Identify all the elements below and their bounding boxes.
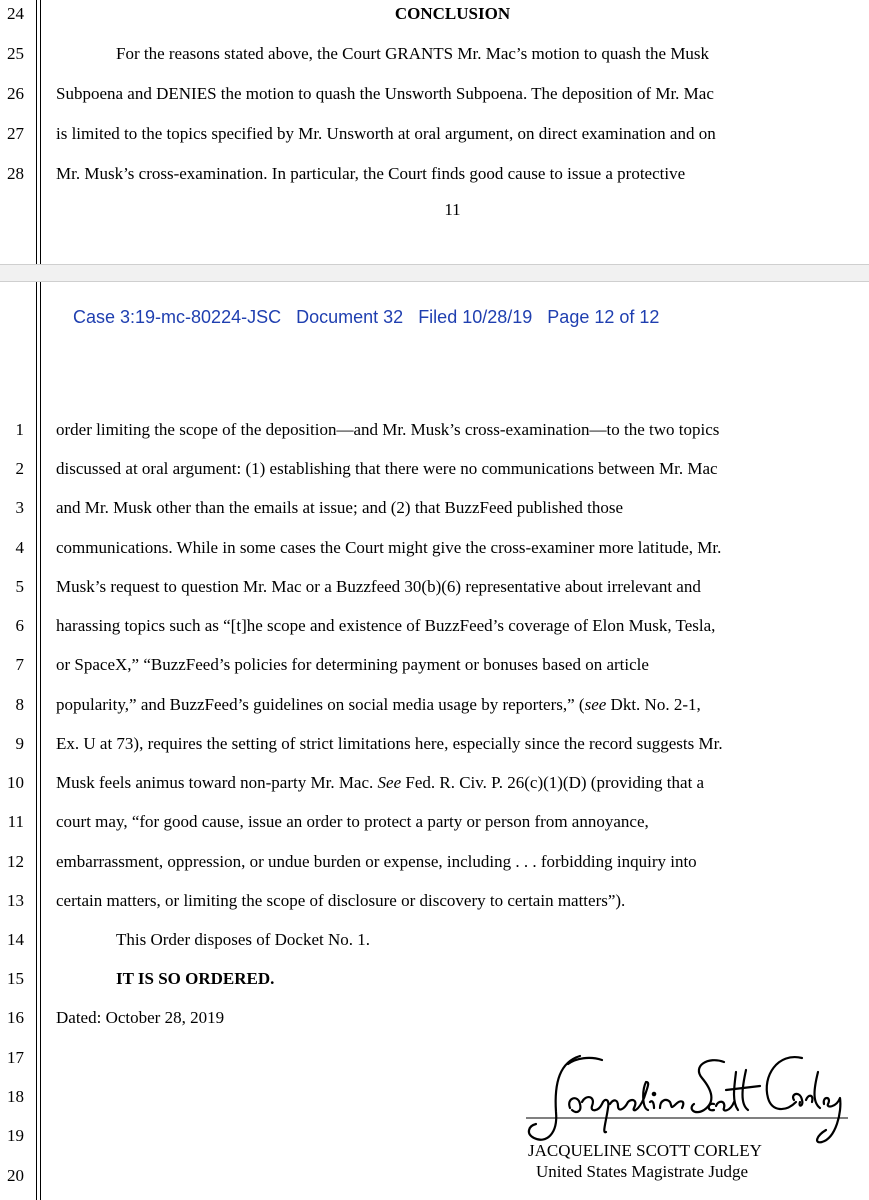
text-line: Musk’s request to question Mr. Mac or a Buzzfeed 30(b)(6) representative about irrelevant and	[56, 577, 701, 596]
line-number: 25	[7, 44, 24, 63]
disposition-line: This Order disposes of Docket No. 1.	[116, 930, 371, 949]
text-line: Mr. Musk’s cross-examination. In particular, the Court finds good cause to issue a protective	[56, 164, 686, 183]
case-number: Case 3:19-mc-80224-JSC	[73, 307, 282, 327]
page-number: 11	[444, 200, 461, 219]
text-line: popularity,” and BuzzFeed’s guidelines on social media usage by reporters,” (see Dkt. No. 2-1,	[56, 695, 701, 714]
text-line: Subpoena and DENIES the motion to quash the Unsworth Subpoena. The deposition of Mr. Mac	[56, 84, 714, 103]
line-number: 28	[7, 164, 24, 183]
document-number: Document 32	[296, 307, 404, 327]
line-number: 26	[7, 84, 24, 103]
citation-signal: see	[584, 695, 607, 714]
line-number: 9	[15, 734, 24, 753]
text-line: Ex. U at 73), requires the setting of strict limitations here, especially since the record suggests Mr.	[56, 734, 723, 753]
filed-date: Filed 10/28/19	[418, 307, 533, 327]
text-line: For the reasons stated above, the Court GRANTS Mr. Mac’s motion to quash the Musk	[116, 44, 710, 63]
line-number: 2	[15, 459, 24, 478]
text-line: is limited to the topics specified by Mr. Unsworth at oral argument, on direct examination and on	[56, 124, 716, 143]
text-line: harassing topics such as “[t]he scope and existence of BuzzFeed’s coverage of Elon Musk, Tesla,	[56, 616, 716, 635]
text-line: or SpaceX,” “BuzzFeed’s policies for determining payment or bonuses based on article	[56, 655, 649, 674]
line-number: 10	[7, 773, 24, 792]
line-number: 15	[7, 969, 24, 988]
line-number: 24	[7, 4, 24, 23]
left-margin-rule-inner	[40, 282, 41, 1200]
line-number: 20	[7, 1166, 24, 1185]
left-margin-rule	[36, 282, 37, 1200]
line-number: 18	[7, 1087, 24, 1106]
page-count: Page 12 of 12	[547, 307, 660, 327]
text-line: embarrassment, oppression, or undue burden or expense, including . . . forbidding inquiry into	[56, 852, 697, 871]
line-number: 12	[7, 852, 24, 871]
left-margin-rule-inner	[40, 0, 41, 264]
dated-line: Dated: October 28, 2019	[56, 1008, 225, 1027]
page-separator	[0, 264, 869, 282]
line-number: 16	[7, 1008, 24, 1027]
line-number: 27	[7, 124, 24, 143]
text-line: order limiting the scope of the deposition—and Mr. Musk’s cross-examination—to the two topics	[56, 420, 720, 439]
line-number: 11	[7, 812, 24, 831]
text-line: and Mr. Musk other than the emails at issue; and (2) that BuzzFeed published those	[56, 498, 624, 517]
line-number: 6	[15, 616, 24, 635]
text-line: Musk feels animus toward non-party Mr. Mac. See Fed. R. Civ. P. 26(c)(1)(D) (providing that a	[56, 773, 705, 792]
line-number: 5	[15, 577, 24, 596]
ecf-header	[73, 307, 659, 328]
line-number: 17	[7, 1048, 24, 1067]
judge-name: JACQUELINE SCOTT CORLEY	[528, 1141, 762, 1160]
judge-signature	[510, 1042, 850, 1152]
line-number: 1	[15, 420, 24, 439]
line-number: 7	[15, 655, 24, 674]
so-ordered: IT IS SO ORDERED.	[116, 969, 275, 988]
previous-page	[0, 0, 869, 264]
line-number: 19	[7, 1126, 24, 1145]
text-line: court may, “for good cause, issue an order to protect a party or person from annoyance,	[56, 812, 649, 831]
text-line: discussed at oral argument: (1) establishing that there were no communications between Mr. Mac	[56, 459, 718, 478]
line-number: 13	[7, 891, 24, 910]
text-line: communications. While in some cases the Court might give the cross-examiner more latitude, Mr.	[56, 538, 722, 557]
line-number: 8	[15, 695, 24, 714]
text-line: certain matters, or limiting the scope of disclosure or discovery to certain matters”).	[56, 891, 626, 910]
judge-title: United States Magistrate Judge	[536, 1162, 748, 1181]
line-number: 3	[15, 498, 24, 517]
line-number: 14	[7, 930, 24, 949]
current-page	[0, 282, 869, 1200]
line-number: 4	[15, 538, 24, 557]
conclusion-heading: CONCLUSION	[394, 4, 511, 23]
left-margin-rule	[36, 0, 37, 264]
citation-signal: See	[377, 773, 402, 792]
